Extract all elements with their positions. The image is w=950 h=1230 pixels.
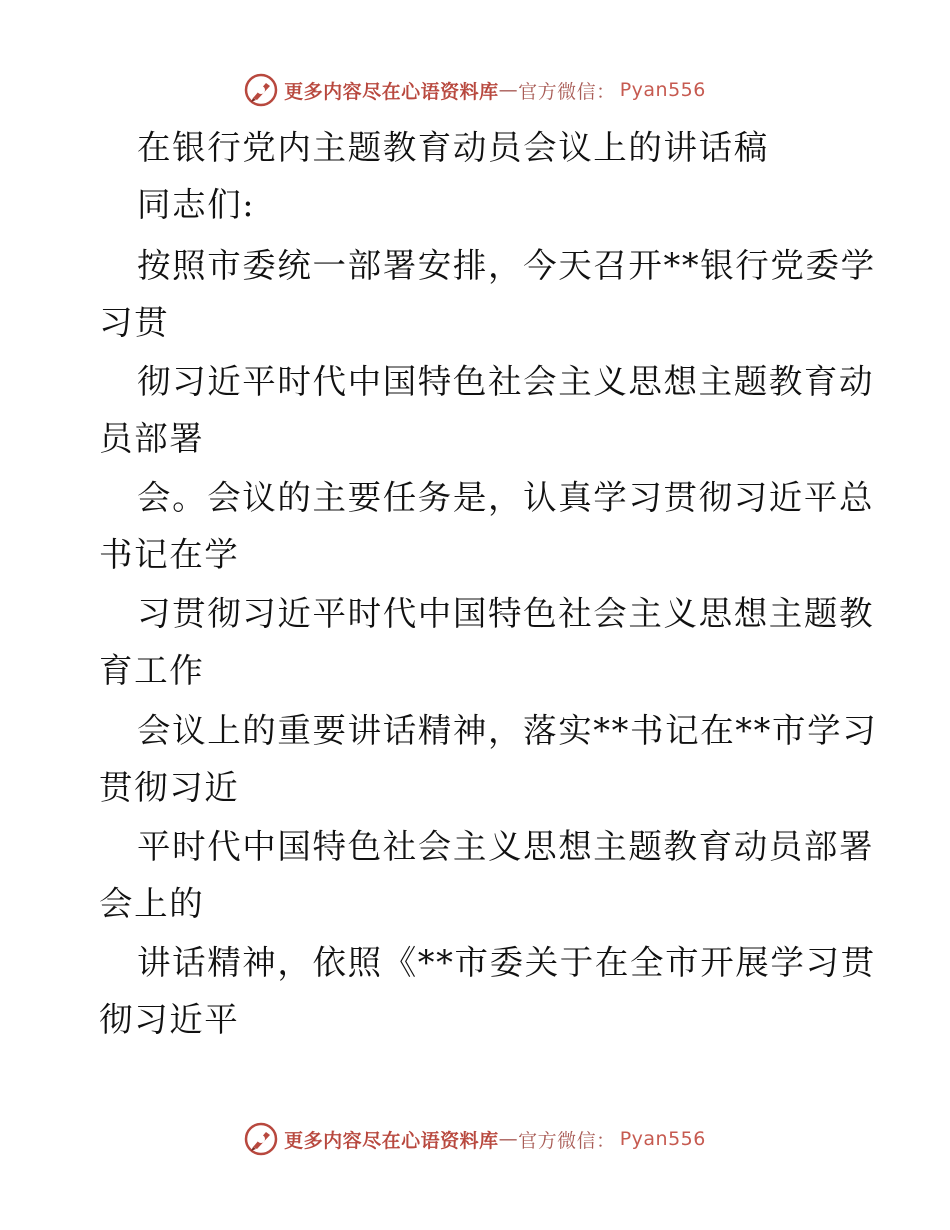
watermark-main-text: 更多内容尽在心语资料库 <box>284 1129 499 1152</box>
paragraph-line: 按照市委统一部署安排，今天召开**银行党委学 <box>137 246 876 285</box>
watermark-wechat-id: Pyan556 <box>619 79 706 101</box>
watermark-separator: — <box>498 79 519 101</box>
paragraph-line: 彻习近平 <box>99 1000 240 1039</box>
paragraph-line: 书记在学 <box>99 535 240 574</box>
paragraph-line: 习贯彻习近平时代中国特色社会主义思想主题教 <box>137 594 875 633</box>
watermark-wechat-id: Pyan556 <box>619 1128 706 1150</box>
paragraph-line: 讲话精神，依照《**市委关于在全市开展学习贯 <box>137 943 876 982</box>
paragraph-line: 会议上的重要讲话精神，落实**书记在**市学习 <box>137 711 878 750</box>
paragraph-line: 会。会议的主要任务是，认真学习贯彻习近平总 <box>137 478 875 517</box>
footer-watermark <box>0 1119 950 1159</box>
pen-circle-icon <box>244 1122 278 1156</box>
watermark-main-text: 更多内容尽在心语资料库 <box>284 80 499 103</box>
header-watermark <box>0 70 950 110</box>
pen-circle-icon <box>244 73 278 107</box>
paragraph-line: 贯彻习近 <box>99 768 240 807</box>
salutation: 同志们: <box>137 185 256 224</box>
watermark-wechat-label: 官方微信： <box>518 1129 616 1152</box>
watermark-wechat-label: 官方微信： <box>518 80 616 103</box>
document-title: 在银行党内主题教育动员会议上的讲话稿 <box>137 128 769 167</box>
paragraph-line: 平时代中国特色社会主义思想主题教育动员部署 <box>137 827 875 866</box>
paragraph-line: 会上的 <box>99 884 205 923</box>
paragraph-line: 习贯 <box>99 303 170 342</box>
paragraph-line: 彻习近平时代中国特色社会主义思想主题教育动 <box>137 362 875 401</box>
paragraph-line: 育工作 <box>99 651 205 690</box>
watermark-separator: — <box>498 1128 519 1150</box>
paragraph-line: 员部署 <box>99 419 205 458</box>
